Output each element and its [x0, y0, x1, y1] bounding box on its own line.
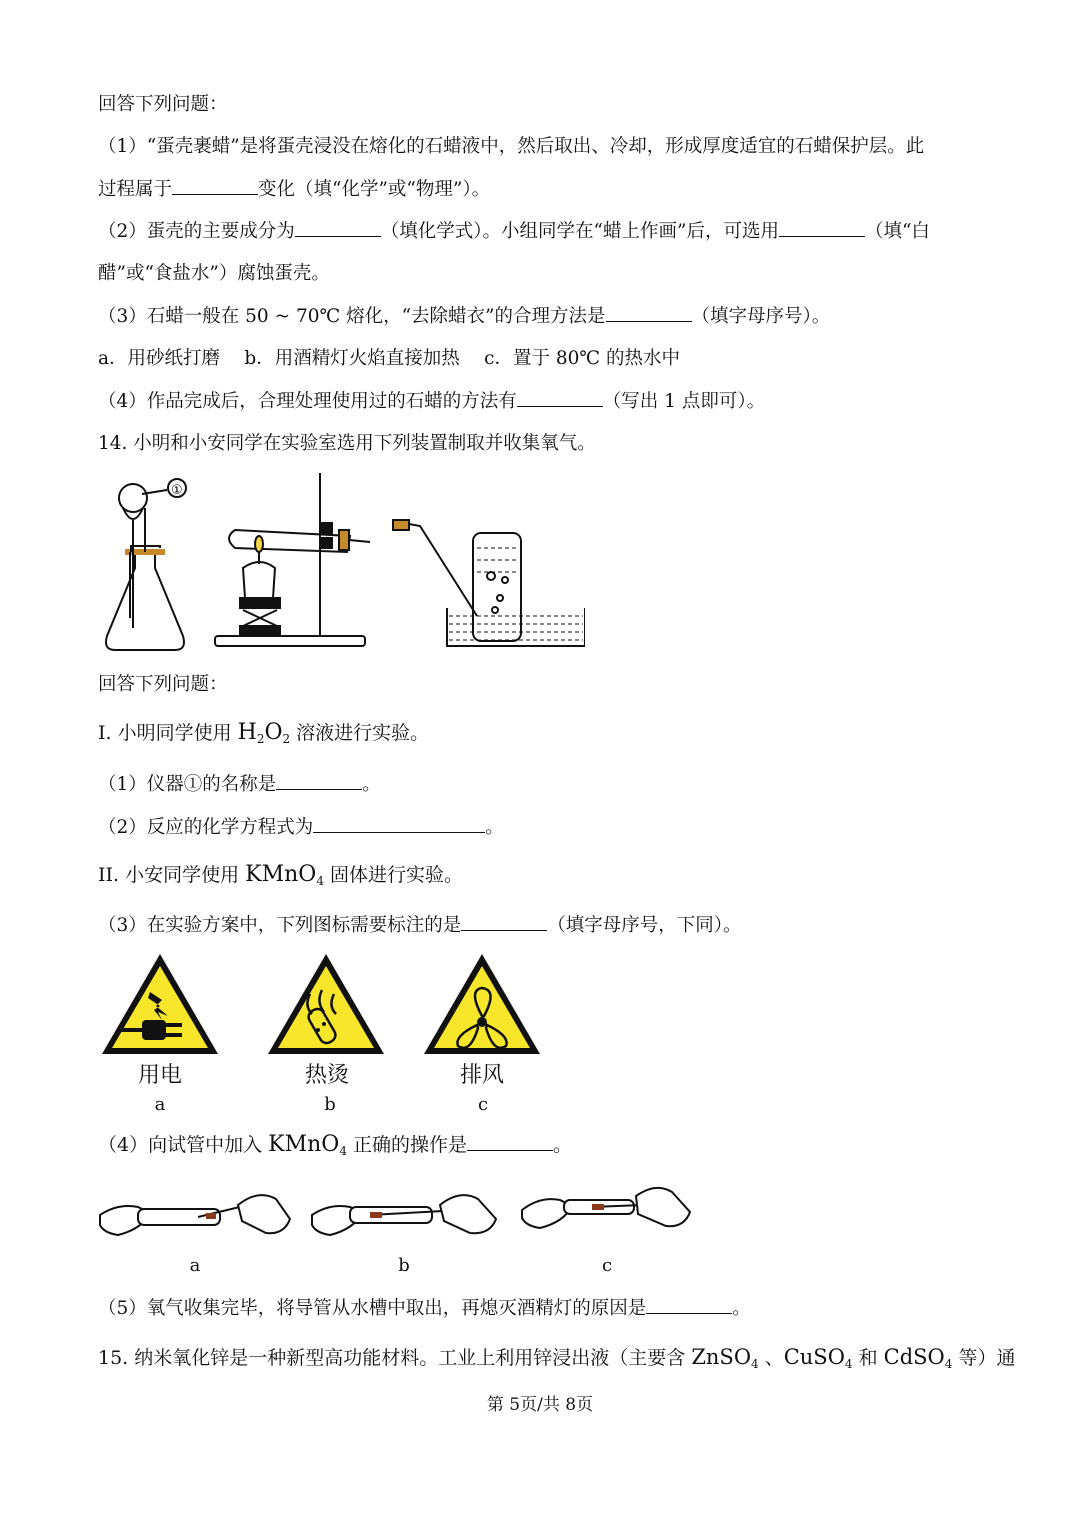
q13-p3-text-b: （填字母序号）。: [691, 306, 831, 327]
q4-kmno4-sub: 4: [339, 1144, 347, 1158]
heating-setup: [215, 473, 370, 646]
part-ii-text-a: II. 小安同学使用: [98, 864, 246, 886]
answer-blank-9[interactable]: [467, 1132, 553, 1151]
q14-q1: [98, 771, 381, 798]
q15-text-a: 15. 纳米氧化锌是一种新型高功能材料。工业上利用锌浸出液（主要含: [98, 1347, 692, 1369]
sign-letter-b: b: [324, 1094, 336, 1115]
q13-p3-text-a: （3）石蜡一般在 50 ~ 70℃ 熔化，“去除蜡衣”的合理方法是: [98, 306, 606, 327]
q14-part-i: [98, 720, 429, 752]
q13-options: a．用砂纸打磨 b．用酒精灯火焰直接加热 c．置于 80℃ 的热水中: [98, 348, 680, 369]
operation-figure-a: [98, 1185, 293, 1249]
q14-q2-text-a: （2）反应的化学方程式为: [98, 817, 314, 838]
part-i-text-b: 溶液进行实验。: [290, 722, 430, 744]
cdso4: CdSO: [883, 1345, 945, 1369]
h2o2-sub-b: 2: [282, 732, 291, 746]
q13-p2-text-c: （填“白: [864, 221, 930, 242]
answer-blank-5[interactable]: [517, 388, 603, 407]
answer-blank-4[interactable]: [606, 303, 692, 322]
sign-letter-c: c: [477, 1094, 489, 1115]
q14-intro: 回答下列问题：: [98, 674, 228, 695]
q13-p2-text-b: （填化学式）。小组同学在“蜡上作画”后，可选用: [380, 221, 779, 242]
answer-blank-7[interactable]: [313, 814, 485, 833]
q15-text-d: 等）通: [952, 1347, 1016, 1369]
operation-figure-b: [310, 1185, 505, 1249]
water-trough-collection: [393, 520, 585, 646]
answer-blank-2[interactable]: [295, 218, 381, 237]
q13-p3: [98, 303, 830, 330]
q13-p1-text-a: 过程属于: [98, 179, 173, 200]
sign-caption-a: 用电: [137, 1063, 182, 1088]
q14-q5-text-b: 。: [732, 1298, 751, 1319]
q14-q2: [98, 814, 504, 841]
q14-q4: [98, 1132, 572, 1164]
sign-caption-b: 热烫: [304, 1063, 349, 1088]
q13-p1-line2: [98, 176, 490, 203]
h2o2-h: H: [237, 720, 257, 745]
q14-part-ii: [98, 862, 463, 894]
q13-p4-text-b: （写出 1 点即可）。: [602, 391, 766, 412]
instrument-1-label: ①: [171, 483, 183, 498]
znso4: ZnSO: [691, 1345, 752, 1369]
sign-letter-a: a: [154, 1094, 166, 1115]
znso4-sub: 4: [751, 1357, 759, 1371]
q13-p4: [98, 388, 765, 415]
q14-q4-text-b: 正确的操作是: [346, 1134, 467, 1156]
sign-electricity: [98, 950, 222, 1058]
q14-q1-text-a: （1）仪器①的名称是: [98, 774, 277, 795]
cuso4: CuSO: [783, 1345, 845, 1369]
q13-p2-line2: 醋”或“食盐水”）腐蚀蛋壳。: [98, 263, 330, 284]
operation-letter-a: a: [189, 1255, 201, 1276]
q14-q4-text-a: （4）向试管中加入: [98, 1134, 269, 1156]
q13-intro: 回答下列问题：: [98, 94, 228, 115]
q14-q4-text-c: 。: [553, 1134, 573, 1156]
q14-stem: 14. 小明和小安同学在实验室选用下列装置制取并收集氧气。: [98, 433, 596, 454]
q13-p2-line1: [98, 218, 930, 245]
q15-stem: [98, 1344, 1015, 1377]
q13-p4-text-a: （4）作品完成后，合理处理使用过的石蜡的方法有: [98, 391, 517, 412]
answer-blank-3[interactable]: [779, 218, 865, 237]
q14-q2-text-b: 。: [485, 817, 504, 838]
answer-blank-8[interactable]: [461, 912, 547, 931]
q4-kmno4: KMnO: [268, 1132, 340, 1157]
sign-ventilation: [420, 950, 544, 1058]
q13-p1-text-b: 变化（填“化学”或“物理”）。: [258, 179, 491, 200]
answer-blank-10[interactable]: [646, 1295, 732, 1314]
q14-q1-text-b: 。: [362, 774, 381, 795]
oxygen-apparatus-figure: [95, 468, 585, 660]
q14-q5-text-a: （5）氧气收集完毕，将导管从水槽中取出，再熄灭酒精灯的原因是: [98, 1298, 647, 1319]
cdso4-sub: 4: [944, 1357, 953, 1371]
conical-flask-funnel: [106, 479, 186, 650]
operation-letter-b: b: [398, 1255, 410, 1276]
part-i-text-a: I. 小明同学使用: [98, 722, 238, 744]
sign-hot-surface: [264, 950, 388, 1058]
q15-text-b: 、: [758, 1347, 784, 1369]
answer-blank-6[interactable]: [276, 771, 362, 790]
h2o2-sub-a: 2: [256, 732, 265, 746]
h2o2-o: O: [264, 720, 283, 745]
kmno4-formula: KMnO: [245, 862, 317, 887]
cuso4-sub: 4: [844, 1357, 853, 1371]
answer-blank-1[interactable]: [172, 176, 258, 195]
q15-text-c: 和: [852, 1347, 884, 1369]
sign-caption-c: 排风: [459, 1063, 504, 1088]
part-ii-text-b: 固体进行实验。: [323, 864, 463, 886]
page-footer: 第 5页/共 8页: [486, 1395, 594, 1415]
operation-figure-c: [520, 1182, 695, 1246]
q13-p2-text-a: （2）蛋壳的主要成分为: [98, 221, 295, 242]
operation-letter-c: c: [601, 1255, 613, 1276]
q14-q3: [98, 912, 742, 939]
q14-q3-text-a: （3）在实验方案中，下列图标需要标注的是: [98, 915, 462, 936]
q13-p1-line1: （1）“蛋壳裹蜡”是将蛋壳浸没在熔化的石蜡液中，然后取出、冷却，形成厚度适宜的石蜡保护层。此: [98, 136, 925, 157]
q14-q5: [98, 1295, 751, 1322]
kmno4-sub: 4: [316, 874, 324, 888]
q14-q3-text-b: （填字母序号，下同）。: [547, 915, 742, 936]
